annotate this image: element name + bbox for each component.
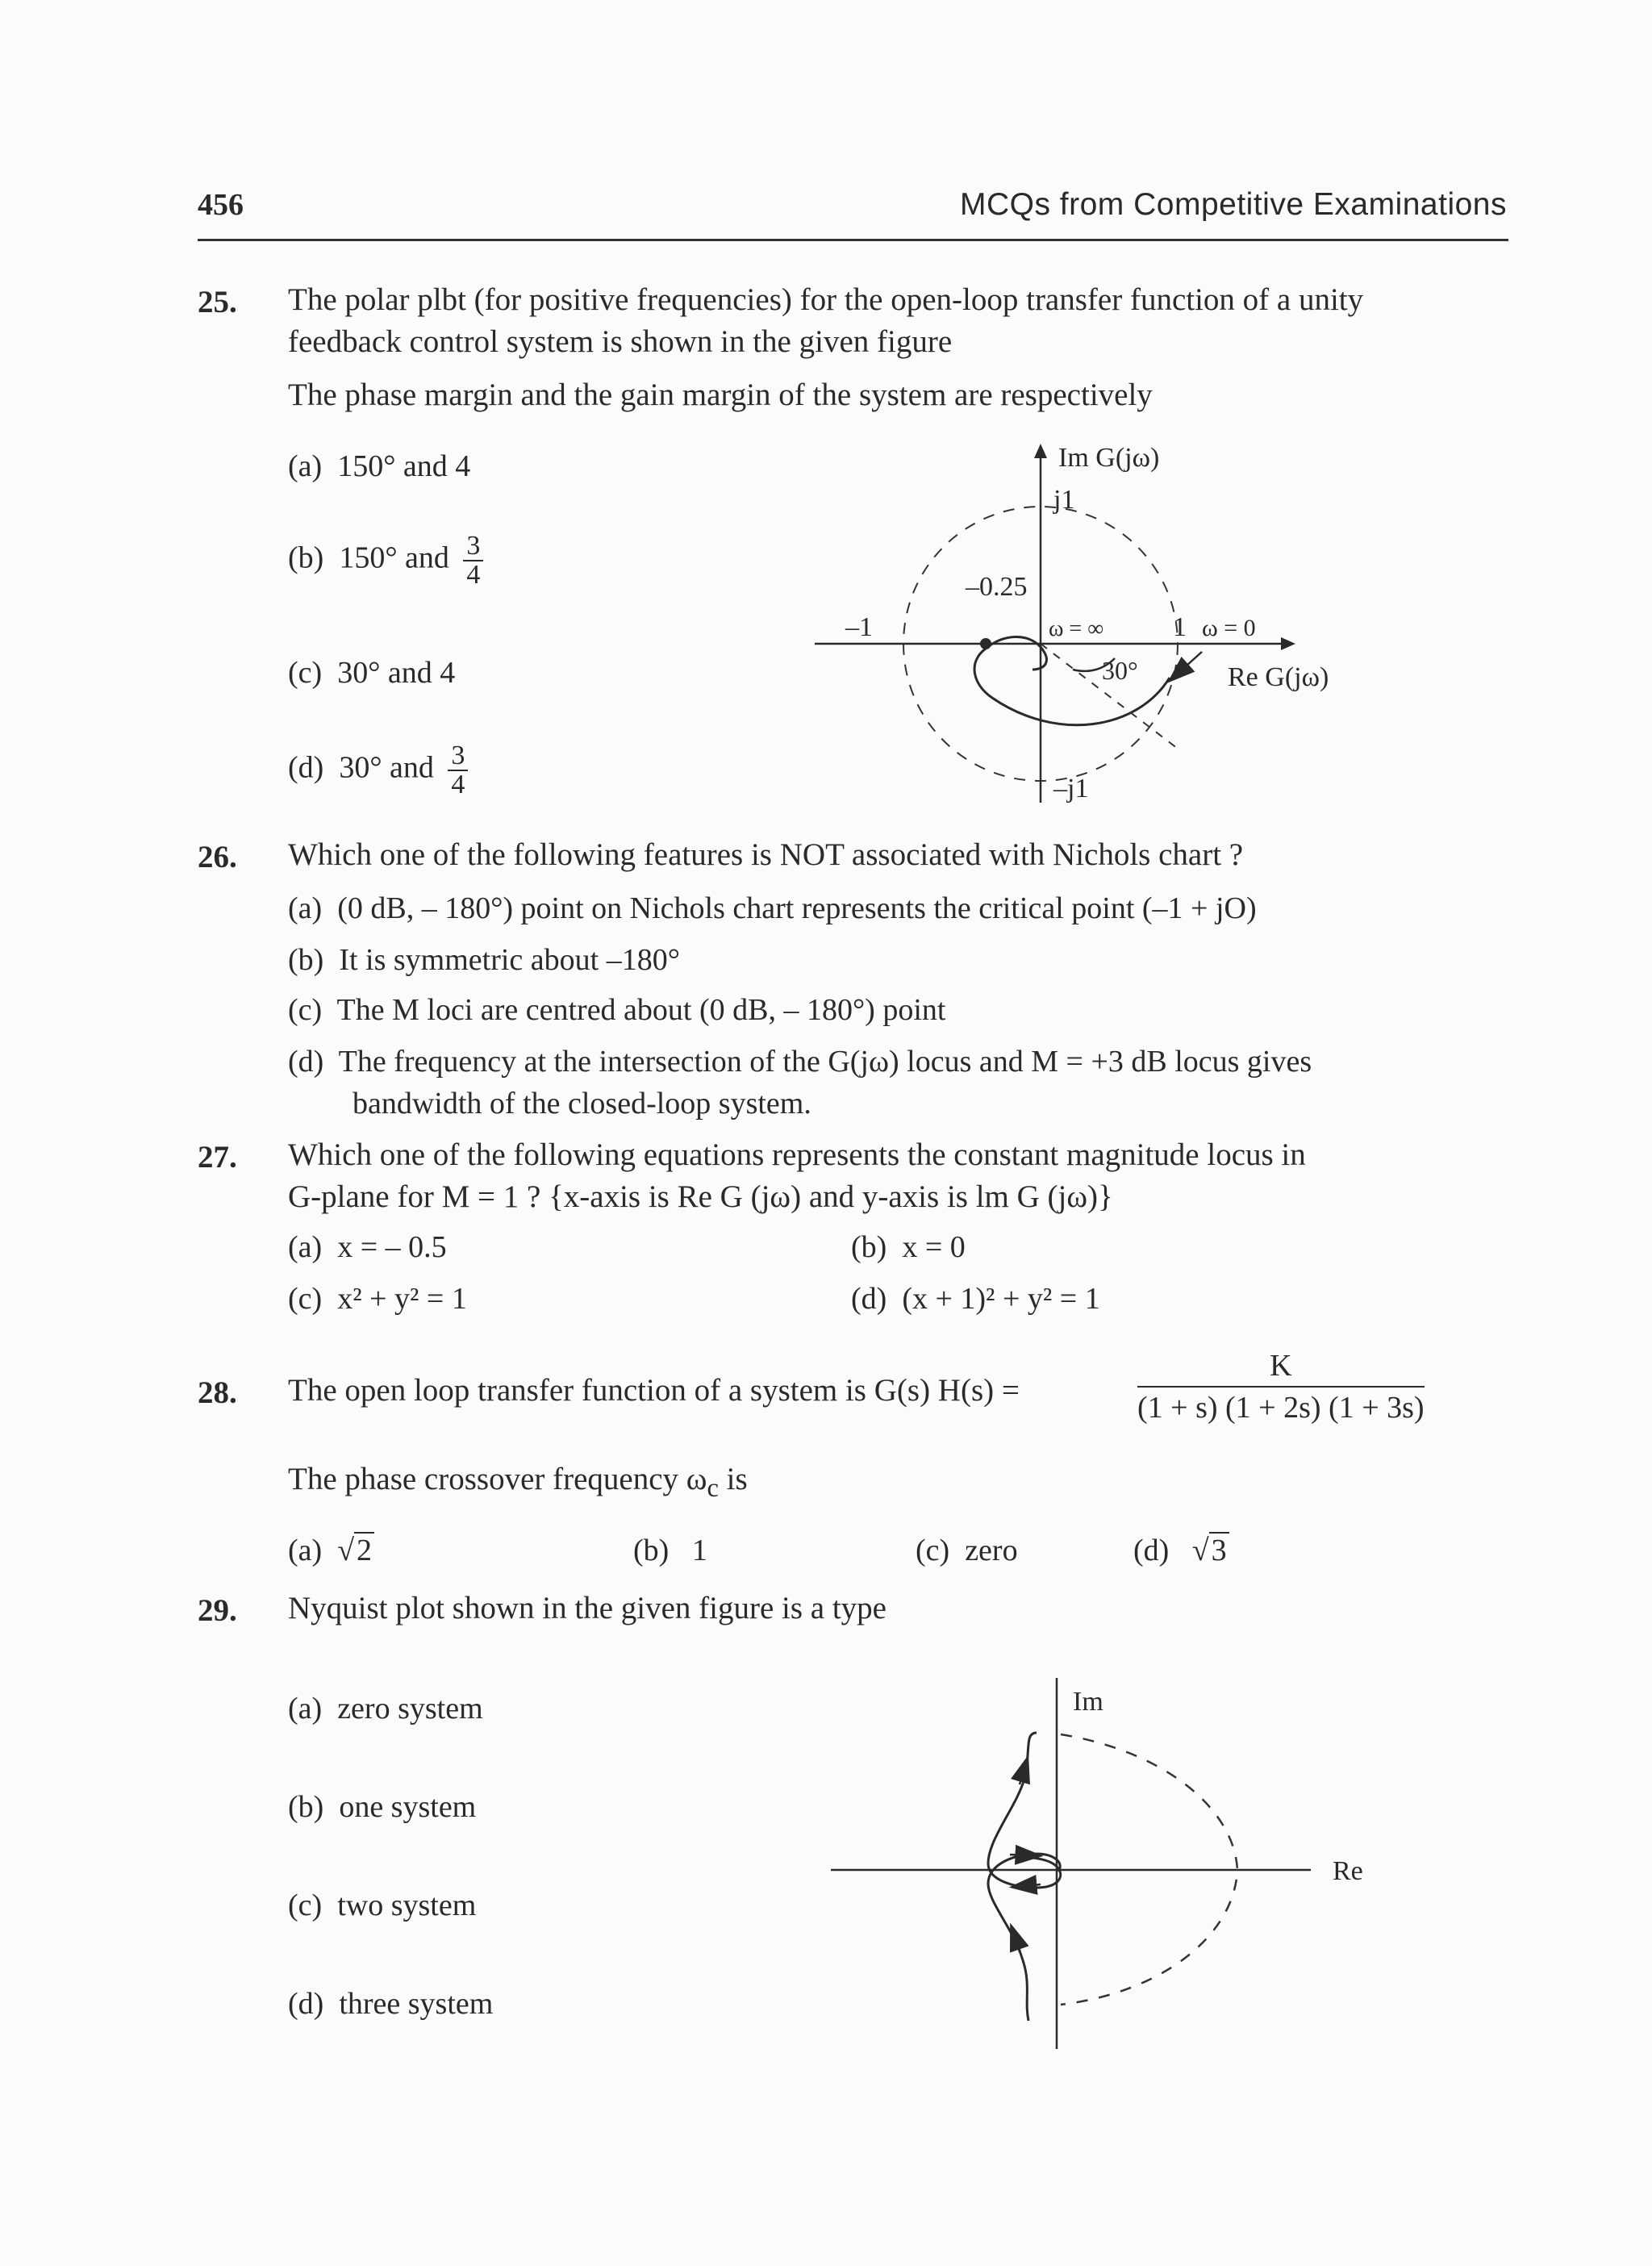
- option-text: 30° and 4: [337, 656, 456, 690]
- q28-option-d[interactable]: [1133, 1533, 1229, 1568]
- option-text: The M loci are centred about (0 dB, – 180°) point: [336, 993, 946, 1027]
- im-axis-label: Im G(jω): [1058, 443, 1160, 473]
- question-25-number: 25.: [198, 285, 237, 319]
- im-axis-label: Im: [1073, 1687, 1103, 1717]
- q28-option-a[interactable]: [288, 1533, 374, 1568]
- angle-label: 30°: [1102, 656, 1138, 685]
- option-label: (a): [288, 891, 323, 925]
- option-text: 3: [1209, 1532, 1229, 1567]
- fraction: $\frac{3}{4}$: [448, 742, 468, 799]
- option-label: (d): [288, 1045, 324, 1079]
- header-rule: [198, 239, 1508, 241]
- option-text: (0 dB, – 180°) point on Nichols chart represents the critical point (–1 + jO): [337, 891, 1257, 925]
- q25-option-d[interactable]: [288, 742, 468, 799]
- option-text: 1: [691, 1534, 707, 1567]
- option-text: x = 0: [902, 1230, 966, 1264]
- question-28-text: The open loop transfer function of a system is G(s) H(s) =: [288, 1373, 1020, 1408]
- option-text: x² + y² = 1: [337, 1282, 467, 1316]
- minus-one-label: –1: [845, 612, 873, 642]
- option-label: (b): [288, 1790, 324, 1824]
- option-label: (d): [288, 750, 324, 785]
- fraction: $\frac{3}{4}$: [463, 532, 483, 589]
- option-label: (d): [288, 1987, 324, 2021]
- q27-option-d[interactable]: [851, 1281, 1100, 1317]
- polar-curve: [974, 636, 1170, 724]
- omega-inf-label: ω = ∞: [1049, 616, 1104, 641]
- question-29-text: Nyquist plot shown in the given figure is a type: [288, 1591, 886, 1625]
- option-label: (c): [288, 993, 323, 1027]
- option-label: (a): [288, 449, 323, 483]
- question-25-text-line2: feedback control system is shown in the given figure: [288, 324, 953, 359]
- q29-option-d[interactable]: [288, 1986, 493, 2022]
- option-label: (b): [633, 1534, 670, 1567]
- option-text: It is symmetric about –180°: [339, 943, 680, 977]
- option-text: The frequency at the intersection of the G(jω) locus and M = +3 dB locus gives: [338, 1045, 1312, 1079]
- option-text: zero: [965, 1534, 1018, 1567]
- direction-arrow: [1023, 1884, 1041, 1886]
- minus-j1-label: –j1: [1053, 774, 1089, 803]
- option-text: x = – 0.5: [337, 1230, 447, 1264]
- q26-option-d[interactable]: [288, 1044, 1312, 1079]
- sqrt-symbol: √: [1191, 1534, 1209, 1567]
- question-27-text-line1: Which one of the following equations represents the constant magnitude locus in: [288, 1137, 1306, 1172]
- real-axis-arrow: [1281, 637, 1295, 650]
- q28-option-b[interactable]: [633, 1533, 707, 1568]
- question-26-text: Which one of the following features is NOT associated with Nichols chart ?: [288, 837, 1244, 872]
- option-label: (c): [288, 1888, 323, 1922]
- question-25-text-line1: The polar plbt (for positive frequencies) for the open-loop transfer function of a unity: [288, 282, 1364, 317]
- question-26-number: 26.: [198, 840, 237, 874]
- option-label: (c): [916, 1534, 950, 1567]
- crossing-point: [980, 638, 991, 649]
- option-label: (a): [288, 1230, 323, 1264]
- option-label: (b): [288, 943, 324, 977]
- option-label: (b): [851, 1230, 887, 1264]
- question-27-number: 27.: [198, 1140, 237, 1175]
- question-29-number: 29.: [198, 1593, 237, 1628]
- q26-option-a[interactable]: [288, 891, 1257, 926]
- option-text: two system: [337, 1888, 477, 1922]
- one-label: 1: [1173, 612, 1187, 642]
- option-label: (d): [1133, 1534, 1170, 1567]
- q29-option-b[interactable]: [288, 1789, 476, 1825]
- running-header: MCQs from Competitive Examinations: [959, 187, 1507, 222]
- question-28-number: 28.: [198, 1375, 237, 1410]
- question-27-text-line2: G-plane for M = 1 ? {x-axis is Re G (jω) and y-axis is lm G (jω)}: [288, 1179, 1113, 1214]
- option-text: one system: [339, 1790, 477, 1824]
- direction-arrow: [1178, 652, 1202, 674]
- q26-option-b[interactable]: [288, 942, 680, 978]
- option-label: (d): [851, 1282, 887, 1316]
- re-axis-label: Re: [1333, 1856, 1363, 1886]
- q27-option-a[interactable]: [288, 1229, 447, 1265]
- question-28-text-line2: The phase crossover frequency $\omega_c$ is: [288, 1462, 748, 1503]
- nyquist-plot-figure: [823, 1646, 1404, 2065]
- sqrt-symbol: √: [337, 1534, 355, 1567]
- question-25-text-line3: The phase margin and the gain margin of the system are respectively: [288, 378, 1153, 412]
- q29-option-c[interactable]: [288, 1888, 476, 1923]
- transfer-function-fraction: K (1 + s) (1 + 2s) (1 + 3s): [1137, 1346, 1425, 1428]
- imag-axis-arrow: [1034, 444, 1047, 458]
- option-text: 2: [354, 1532, 374, 1567]
- option-text: 30° and: [339, 750, 434, 785]
- q25-option-c[interactable]: [288, 655, 455, 691]
- option-label: (a): [288, 1534, 323, 1567]
- option-label: (c): [288, 656, 323, 690]
- q26-option-d-line2: bandwidth of the closed-loop system.: [353, 1087, 811, 1120]
- option-text: 150° and: [339, 540, 449, 575]
- option-text: 150° and 4: [337, 449, 471, 483]
- option-text: three system: [339, 1987, 494, 2021]
- q25-option-b[interactable]: [288, 532, 483, 589]
- polar-plot-figure: [799, 428, 1379, 815]
- q27-option-c[interactable]: [288, 1281, 467, 1317]
- option-label: (c): [288, 1282, 323, 1316]
- option-text: (x + 1)² + y² = 1: [902, 1282, 1100, 1316]
- option-text: zero system: [337, 1692, 483, 1726]
- q28-option-c[interactable]: [916, 1533, 1018, 1568]
- option-label: (b): [288, 540, 324, 575]
- j1-label: j1: [1053, 485, 1075, 515]
- minus-025-label: –0.25: [966, 572, 1028, 602]
- q26-option-c[interactable]: [288, 992, 945, 1028]
- re-axis-label: Re G(jω): [1228, 662, 1329, 692]
- omega-zero-label: ω = 0: [1202, 615, 1256, 641]
- q25-option-a[interactable]: [288, 449, 470, 484]
- q27-option-b[interactable]: [851, 1229, 966, 1265]
- q29-option-a[interactable]: [288, 1691, 483, 1726]
- option-label: (a): [288, 1692, 323, 1726]
- page-number: 456: [198, 188, 244, 222]
